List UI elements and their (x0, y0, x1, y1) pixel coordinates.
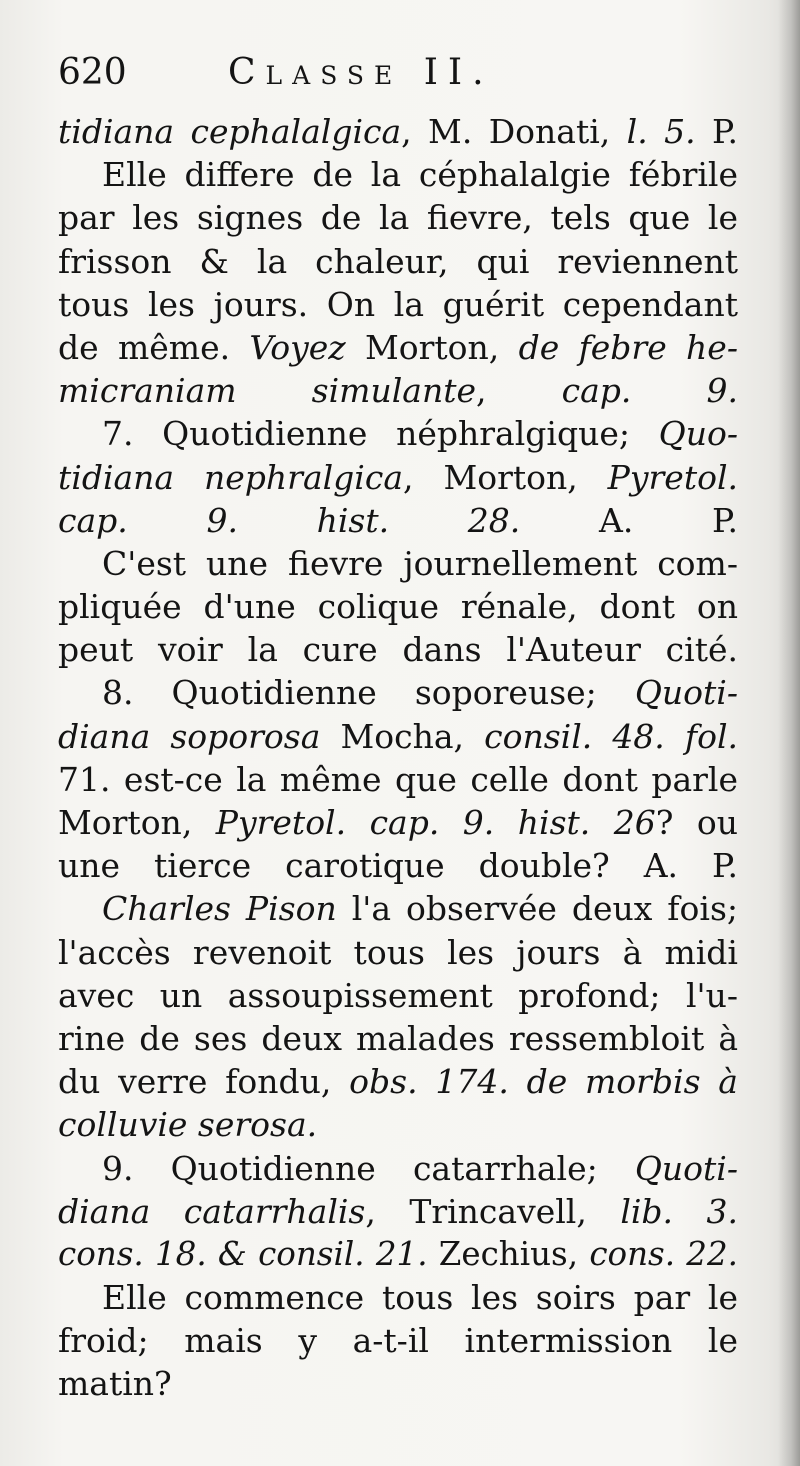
italic-text: cons. 22. (589, 1234, 738, 1273)
page-edge-shadow (778, 0, 800, 1466)
roman-text: , Trincavell, (365, 1191, 621, 1231)
roman-text: peut voir la cure dans l'Auteur cité. (58, 630, 738, 670)
italic-text: obs. 174. de morbis à (349, 1062, 738, 1102)
text-line (58, 456, 738, 499)
running-title: Classe II. (228, 52, 494, 93)
italic-text: diana soporosa (58, 716, 321, 756)
roman-text: C'est une fievre journellement com- (102, 543, 738, 583)
italic-text: Pyretol. (607, 457, 738, 497)
text-line (58, 1233, 738, 1276)
text-line (58, 1319, 738, 1362)
roman-text: matin? (58, 1364, 172, 1404)
roman-text: , M. Donati, (401, 112, 627, 151)
text-line (58, 1103, 738, 1146)
text-line (58, 974, 738, 1017)
text-line (58, 153, 738, 196)
italic-text: Charles Pison (102, 889, 337, 929)
roman-text: , (475, 371, 562, 411)
italic-text: Quo- (658, 414, 738, 454)
text-line (58, 1190, 738, 1233)
text-line (58, 1362, 738, 1405)
roman-text: 7. Quotidienne néphralgique; (102, 414, 659, 454)
text-line (58, 326, 738, 369)
text-line (58, 1147, 738, 1190)
roman-text: , Morton, (403, 457, 608, 497)
italic-text: consil. 48. fol. (484, 716, 738, 756)
text-line (58, 196, 738, 239)
roman-text: frisson & la chaleur, qui reviennent (58, 241, 738, 281)
text-line (58, 931, 738, 974)
italic-text: cap. 9. hist. 28. (58, 500, 521, 540)
roman-text: tous les jours. On la guérit cependant (58, 284, 738, 324)
roman-text: P. (695, 112, 738, 151)
text-line (58, 715, 738, 758)
roman-text: avec un assoupissement profond; l'u- (58, 975, 738, 1015)
italic-text: tidiana cephalalgica (58, 112, 402, 151)
italic-text: diana catarrhalis (58, 1191, 366, 1231)
text-line (58, 1060, 738, 1103)
text-line (58, 412, 738, 455)
text-line (58, 369, 738, 412)
text-line (58, 887, 738, 930)
text-line (58, 240, 738, 283)
roman-text: pliquée d'une colique rénale, dont on (58, 587, 738, 627)
italic-text: colluvie serosa. (58, 1105, 318, 1145)
roman-text: 71. est-ce la même que celle dont parle (58, 759, 738, 799)
italic-text: tidiana nephralgica (58, 457, 404, 497)
page-number: 620 (58, 52, 127, 93)
text-line (58, 542, 738, 585)
roman-text: du verre fondu, (58, 1062, 350, 1102)
roman-text: rine de ses deux malades ressembloit à (58, 1018, 738, 1058)
italic-text: l. 5. (626, 112, 696, 151)
roman-text: A. P. (520, 500, 738, 540)
text-line (58, 585, 738, 628)
italic-text: cons. 18. & consil. 21. (58, 1234, 428, 1273)
text-line (58, 758, 738, 801)
roman-text: l'accès revenoit tous les jours à midi (58, 932, 738, 972)
roman-text: une tierce carotique double? A. P. (58, 846, 738, 886)
roman-text: Morton, (345, 327, 519, 367)
text-line (58, 801, 738, 844)
page-header (58, 48, 738, 98)
text-line (58, 1017, 738, 1060)
text-line (58, 1276, 738, 1319)
italic-text: de febre he- (518, 327, 738, 367)
roman-text: Mocha, (320, 716, 485, 756)
roman-text: Zechius, (427, 1234, 590, 1273)
roman-text: Elle commence tous les soirs par le (102, 1278, 738, 1318)
roman-text: 9. Quotidienne catarrhale; (102, 1148, 635, 1188)
text-line (58, 628, 738, 671)
roman-text: froid; mais y a-t-il intermission le (58, 1321, 738, 1361)
roman-text: par les signes de la fievre, tels que le (58, 198, 738, 238)
roman-text: ? ou (655, 803, 738, 842)
page-text (58, 110, 738, 1406)
text-line (58, 499, 738, 542)
roman-text: Elle differe de la céphalalgie fébrile (102, 155, 738, 195)
italic-text: cap. 9. (561, 371, 738, 411)
italic-text: Voyez (249, 327, 346, 367)
italic-text: micraniam simulante (58, 371, 476, 411)
text-line (58, 283, 738, 326)
italic-text: Quoti- (634, 1148, 738, 1188)
text-line (58, 671, 738, 714)
italic-text: Quoti- (634, 673, 738, 713)
roman-text: l'a observée deux fois; (336, 889, 738, 929)
text-line (58, 844, 738, 887)
text-line (58, 110, 738, 153)
italic-text: Pyretol. cap. 9. hist. 26 (215, 803, 656, 842)
roman-text: Morton, (58, 803, 216, 842)
roman-text: 8. Quotidienne soporeuse; (102, 673, 635, 713)
roman-text: de même. (58, 327, 250, 367)
italic-text: lib. 3. (620, 1191, 738, 1231)
